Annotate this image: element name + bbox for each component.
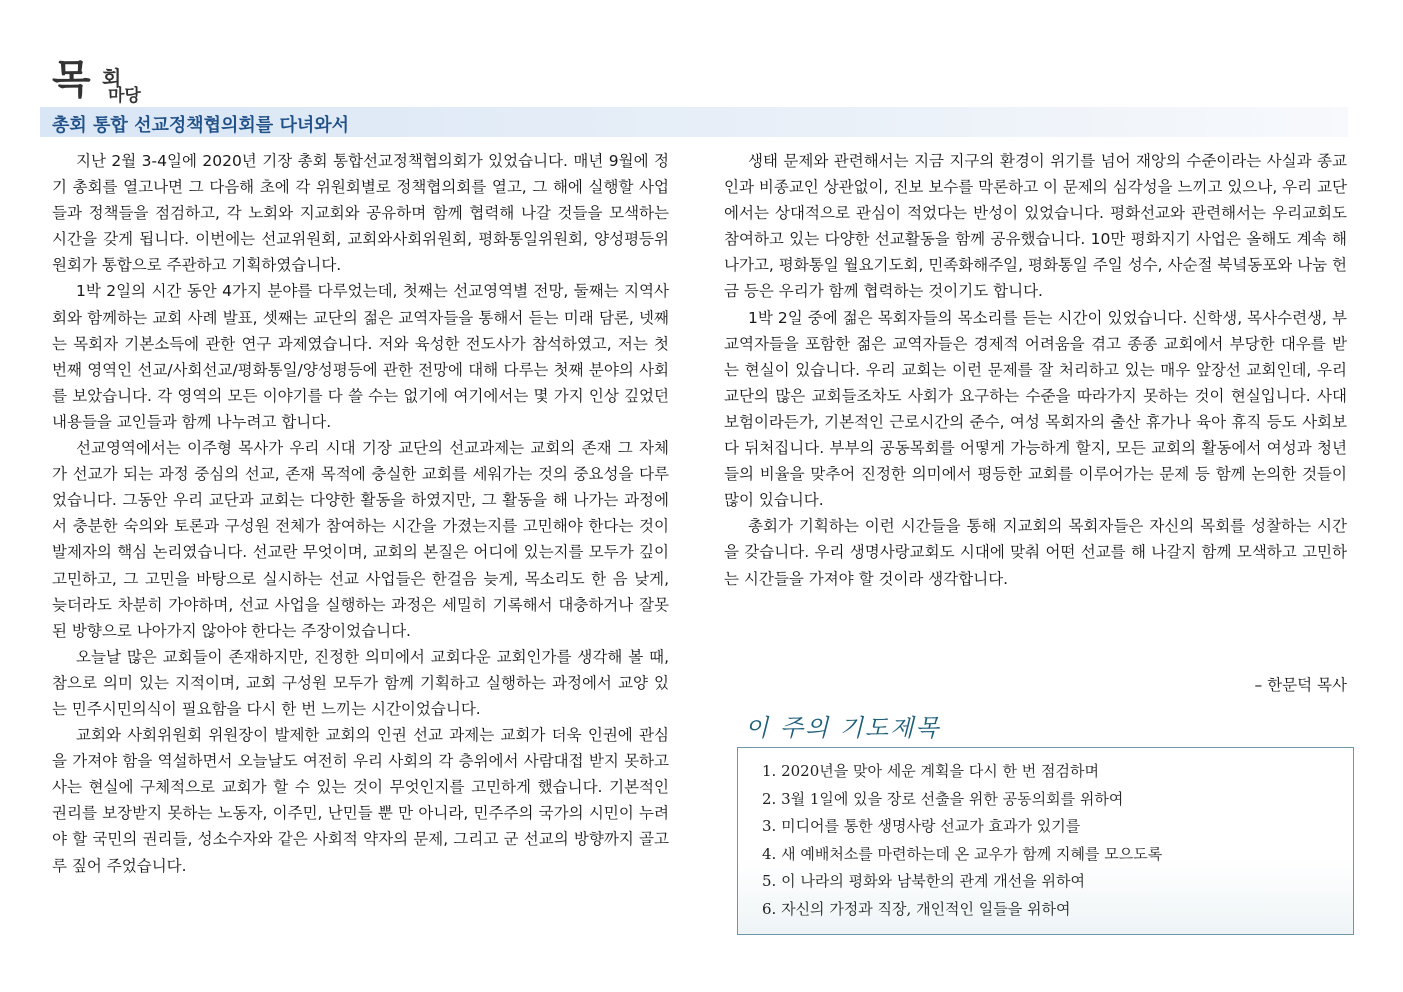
paragraph: 1박 2일의 시간 동안 4가지 분야를 다루었는데, 첫째는 선교영역별 전망, 둘째는 지역사회와 함께하는 교회 사례 발표, 셋째는 교단의 젊은 교역자들을 통해서 듣는 미래 담론, 넷째는 목회자 기본소득에 관한 연구 과제였습니다. 저와 육성한 전도사가 참석하였고, 저는 첫 번째 영역인 선교/사회선교/평화통일/양성평등에 관한 전망에 대해 다루는 첫째 분야의 사회를 보았습니다. 각 영역의 모든 이야기를 다 쓸 수는 없기에 여기에서는 몇 가지 인상 깊었던 내용들을 교인들과 함께 나누려고 합니다. <box>52 282 669 431</box>
paragraph: 총회가 기획하는 이런 시간들을 통해 지교회의 목회자들은 자신의 목회를 성찰하는 시간을 갖습니다. 우리 생명사랑교회도 시대에 맞춰 어떤 선교를 해 나갈지 함께 모색하고 고민하는 시간들을 가져야 할 것이라 생각합니다. <box>724 517 1347 588</box>
masthead-mid: 회 <box>102 66 122 90</box>
paragraph: 생태 문제와 관련해서는 지금 지구의 환경이 위기를 넘어 재앙의 수준이라는 사실과 종교인과 비종교인 상관없이, 진보 보수를 막론하고 이 문제의 심각성을 느끼고 있으나, 우리 교단에서는 상대적으로 관심이 적었다는 반성이 있었습니다. 평화선교와 관련해서는 우리교회도 참여하고 있는 다양한 선교활동을 함께 공유했습니다. 10만 평화지기 사업은 올해도 계속 해 나가고, 평화통일 월요기도회, 민족화해주일, 평화통일 주일 성수, 사순절 북녘동포와 나눔 헌금 등은 우리가 함께 협력하는 것이기도 합니다. <box>724 152 1347 301</box>
section-masthead <box>52 48 252 104</box>
paragraph: 지난 2월 3-4일에 2020년 기장 총회 통합선교정책협의회가 있었습니다. 매년 9월에 정기 총회를 열고나면 그 다음해 초에 각 위원회별로 정책협의회를 열고, 그 해에 실행할 사업들과 정책들을 점검하고, 각 노회와 지교회와 공유하며 함께 협력해 나갈 것들을 모색하는 시간을 갖게 됩니다. 이번에는 선교위원회, 교회와사회위원회, 평화통일위원회, 양성평등위원회가 통합으로 주관하고 기획하였습니다. <box>52 152 669 275</box>
right-column <box>724 148 1347 592</box>
prayer-item: 1. 2020년을 맞아 세운 계획을 다시 한 번 점검하며 <box>762 762 1099 780</box>
left-column <box>52 148 669 879</box>
prayer-list <box>738 748 1353 923</box>
article-title-bar <box>40 107 1348 137</box>
article-title: 총회 통합 선교정책협의회를 다녀와서 <box>52 115 350 136</box>
prayer-list-box <box>737 747 1354 935</box>
prayer-item: 5. 이 나라의 평화와 남북한의 관계 개선을 위하여 <box>762 872 1085 890</box>
paragraph: 선교영역에서는 이주형 목사가 우리 시대 기장 교단의 선교과제는 교회의 존재 그 자체가 선교가 되는 과정 중심의 선교, 존재 목적에 충실한 교회를 세워가는 것의 중요성을 다루었습니다. 그동안 우리 교단과 교회는 다양한 활동을 하였지만, 그 활동을 해 나가는 과정에서 충분한 숙의와 토론과 구성원 전체가 참여하는 시간을 가졌는지를 고민해야 한다는 것이 발제자의 핵심 논리였습니다. 선교란 무엇이며, 교회의 본질은 어디에 있는지를 모두가 깊이 고민하고, 그 고민을 바탕으로 실시하는 선교 사업들은 한걸음 늦게, 목소리도 한 음 낮게, 늦더라도 차분히 가야하며, 선교 사업을 실행하는 과정은 세밀히 기록해서 대충하거나 잘못된 방향으로 나아가지 않아야 한다는 주장이었습니다. <box>52 439 669 640</box>
paragraph: 1박 2일 중에 젊은 목회자들의 목소리를 듣는 시간이 있었습니다. 신학생, 목사수련생, 부교역자들을 포함한 젊은 교역자들은 경제적 어려움을 겪고 종종 교회에서 부당한 대우를 받는 현실이 있습니다. 우리 교회는 이런 문제를 잘 처리하고 있는 매우 앞장선 교회인데, 우리 교단의 많은 교회들조차도 사회가 요구하는 수준을 따라가지 못하는 것이 현실입니다. 사대보험이라든가, 기본적인 근로시간의 준수, 여성 목회자의 출산 휴가나 육아 휴직 등도 사회보다 뒤처집니다. 부부의 공동목회를 어떻게 가능하게 할지, 모든 교회의 활동에서 여성과 청년들의 비율을 맞추어 진정한 의미에서 평등한 교회를 이루어가는 문제 등 함께 논의한 것들이 많이 있습니다. <box>724 308 1347 510</box>
prayer-heading: 이 주의 기도제목 <box>745 714 941 742</box>
prayer-item: 2. 3월 1일에 있을 장로 선출을 위한 공동의회를 위하여 <box>762 789 1124 808</box>
prayer-item: 4. 새 예배처소를 마련하는데 온 교우가 함께 지혜를 모으도록 <box>762 844 1163 863</box>
prayer-item: 3. 미디어를 통한 생명사랑 선교가 효과가 있기를 <box>762 817 1081 835</box>
prayer-item: 6. 자신의 가정과 직장, 개인적인 일들을 위하여 <box>762 899 1071 918</box>
masthead-small: 마당 <box>108 86 141 106</box>
paragraph: 교회와 사회위원회 위원장이 발제한 교회의 인권 선교 과제는 교회가 더욱 인권에 관심을 가져야 함을 역설하면서 오늘날도 여전히 우리 사회의 각 층위에서 사람대접 받지 못하고 사는 현실에 구체적으로 교회가 할 수 있는 것이 무엇인지를 고민하게 했습니다. 기본적인 권리를 보장받지 못하는 노동자, 이주민, 난민들 뿐 만 아니라, 민주주의 국가의 시민이 누려야 할 국민의 권리들, 성소수자와 같은 사회적 약자의 문제, 그리고 군 선교의 방향까지 골고루 짚어 주었습니다. <box>52 726 669 875</box>
paragraph: 오늘날 많은 교회들이 존재하지만, 진정한 의미에서 교회다운 교회인가를 생각해 볼 때, 참으로 의미 있는 지적이며, 교회 구성원 모두가 함께 기획하고 실행하는 과정에서 교양 있는 민주시민의식이 필요함을 다시 한 번 느끼는 시간이었습니다. <box>52 647 669 718</box>
author-signature: – 한문덕 목사 <box>1254 676 1347 694</box>
masthead-big: 목 <box>52 56 91 103</box>
